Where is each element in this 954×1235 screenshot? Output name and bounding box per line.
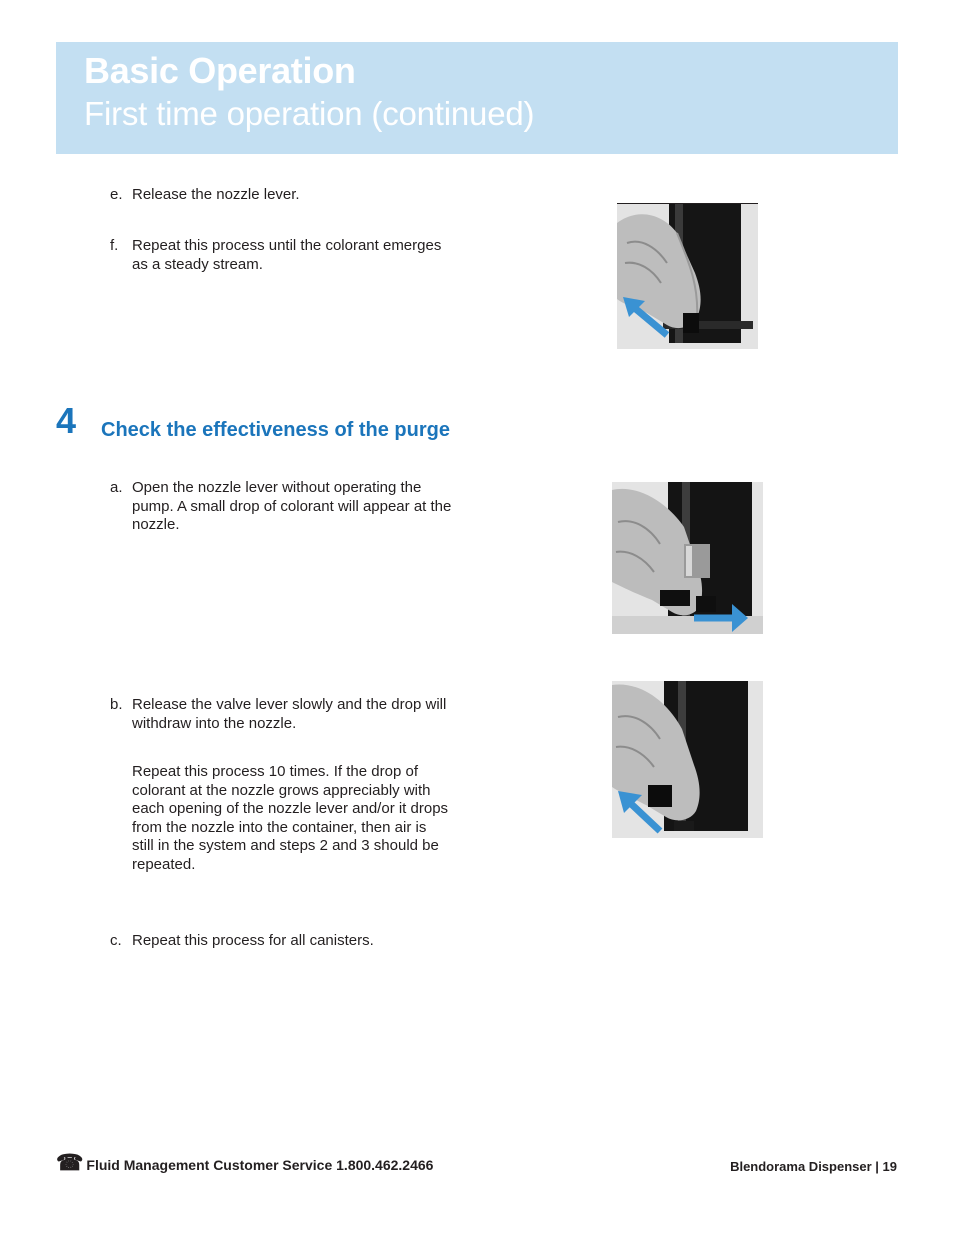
step-text	[132, 186, 300, 205]
step-line: still in the system and steps 2 and 3 should be	[132, 837, 439, 854]
step-text	[132, 479, 451, 535]
step-line: pump. A small drop of colorant will appear at the	[132, 497, 452, 515]
step-line: Release the nozzle lever.	[132, 186, 300, 203]
page-header	[56, 42, 898, 154]
step-b	[110, 696, 500, 736]
footer-customer-service	[56, 1152, 433, 1174]
step-letter: f.	[110, 237, 119, 254]
step-line: colorant at the nozzle grows appreciably with	[132, 781, 431, 799]
step-a	[110, 479, 500, 539]
step-line: as a steady stream.	[132, 255, 263, 273]
footer-page-info: Blendorama Dispenser | 19	[730, 1159, 897, 1174]
photo-nozzle-open	[612, 482, 763, 634]
step-text	[132, 763, 448, 874]
step-text	[132, 932, 374, 951]
step-text	[132, 696, 446, 733]
step-text	[132, 237, 441, 274]
step-line: from the nozzle into the container, then air is	[132, 818, 427, 836]
step-f	[110, 237, 490, 277]
step-line: Repeat this process until the colorant emerges	[132, 237, 442, 254]
step-line: nozzle.	[132, 516, 180, 533]
step-line: Repeat this process for all canisters.	[132, 932, 374, 949]
step-letter: e.	[110, 186, 123, 203]
step-e	[110, 186, 490, 206]
step-c	[110, 932, 500, 952]
section-title: Check the effectiveness of the purge	[101, 419, 450, 441]
page-subtitle: First time operation (continued)	[84, 95, 535, 132]
step-line: each opening of the nozzle lever and/or it drops	[132, 800, 449, 817]
section-number: 4	[56, 400, 77, 441]
step-line: repeated.	[132, 855, 196, 873]
telephone-icon: ☎	[56, 1150, 84, 1175]
step-b-note	[110, 763, 500, 878]
step-letter: a.	[110, 479, 123, 496]
step-line: Open the nozzle lever without operating the	[132, 479, 422, 496]
step-letter: c.	[110, 932, 122, 949]
photo-nozzle-release	[617, 203, 758, 349]
photo-valve-release	[612, 681, 763, 838]
step-line: Repeat this process 10 times. If the drop of	[132, 763, 418, 780]
step-line: withdraw into the nozzle.	[132, 714, 297, 732]
footer-left-text: Fluid Management Customer Service 1.800.462.2466	[86, 1157, 434, 1173]
step-letter: b.	[110, 696, 123, 713]
step-line: Release the valve lever slowly and the drop will	[132, 696, 447, 713]
page-title: Basic Operation	[84, 50, 356, 91]
